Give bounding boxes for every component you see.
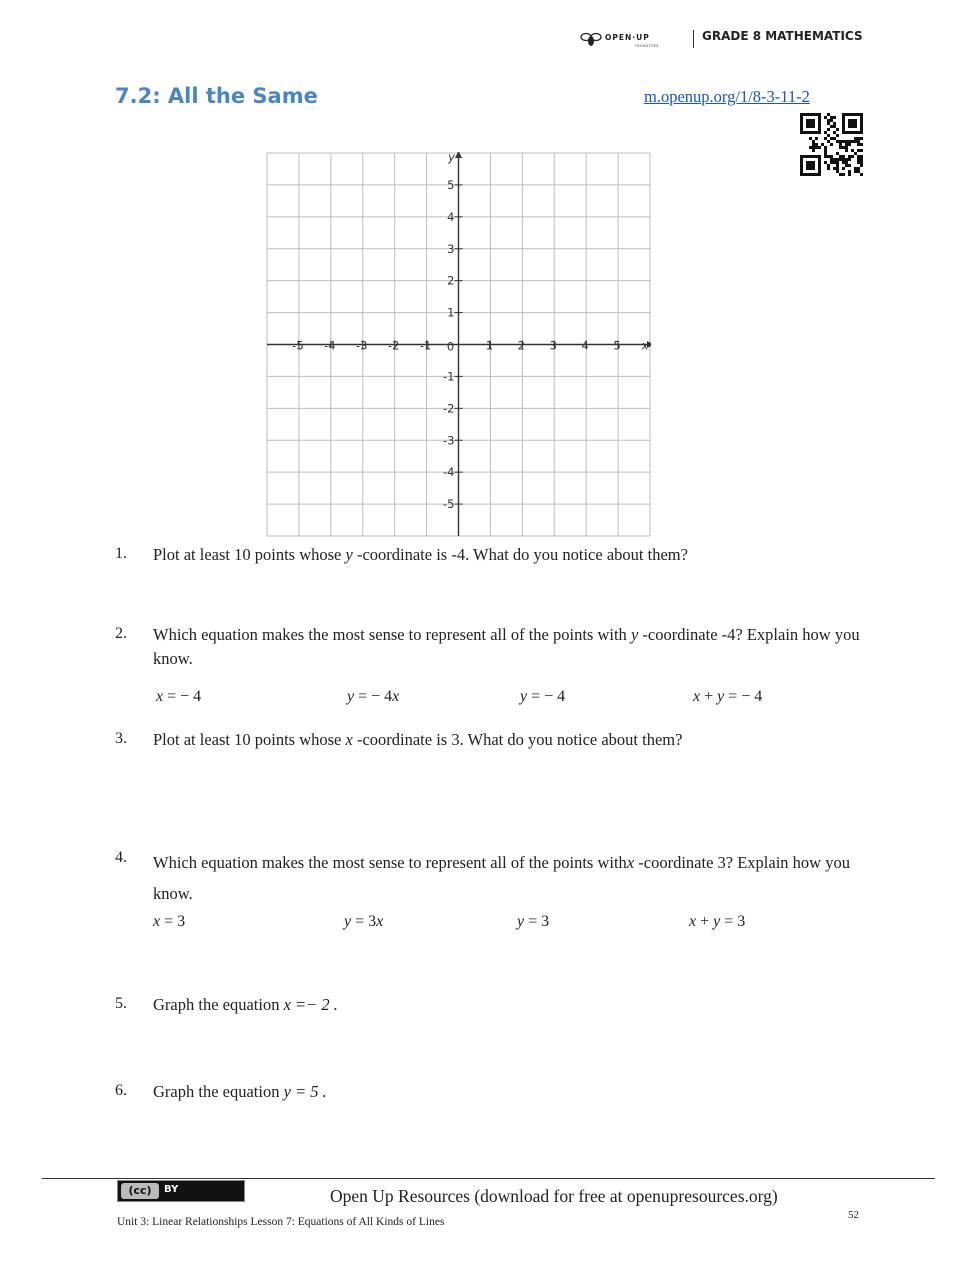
by-label: BY xyxy=(164,1184,179,1195)
activity-link[interactable]: m.openup.org/1/8-3-11-2 xyxy=(644,87,810,106)
grade-label: GRADE 8 MATHEMATICS xyxy=(702,29,863,43)
qr-code xyxy=(800,113,863,176)
question-4: Which equation makes the most sense to represent all of the points withx -coordinate 3? Explain how you know. xyxy=(153,853,850,903)
y-tick-label: 1 xyxy=(447,305,455,320)
x-tick-label: -4 xyxy=(324,338,336,353)
question-number: 6. xyxy=(115,1082,127,1099)
x-tick-label: 3 xyxy=(549,338,557,353)
choice-q4-d: x + y = 3 xyxy=(689,913,746,930)
x-tick-label: 1 xyxy=(485,338,494,353)
question-2: Which equation makes the most sense to represent all of the points with y -coordinate -4? Explain how you know. xyxy=(153,625,860,668)
bee-icon xyxy=(580,30,602,48)
question-3: Plot at least 10 points whose x -coordinate is 3. What do you notice about them? xyxy=(153,730,683,749)
y-tick-label: 5 xyxy=(447,177,455,192)
cc-by-license-badge xyxy=(117,1180,245,1202)
question-number: 5. xyxy=(115,995,127,1012)
y-tick-label: 2 xyxy=(447,273,455,288)
x-tick-label: -5 xyxy=(292,338,304,353)
x-tick-label: -3 xyxy=(356,338,368,353)
choice-q2-b: y = − 4x xyxy=(347,688,400,705)
footer-rule xyxy=(42,1178,935,1179)
footer-unit-lesson: Unit 3: Linear Relationships Lesson 7: Equations of All Kinds of Lines xyxy=(117,1216,445,1228)
question-number: 3. xyxy=(115,730,127,747)
x-tick-label: -2 xyxy=(387,338,400,353)
y-tick-label: -2 xyxy=(443,401,455,416)
x-tick-label: 2 xyxy=(517,338,525,353)
question-1: Plot at least 10 points whose y -coordinate is -4. What do you notice about them? xyxy=(153,545,688,564)
page-number: 52 xyxy=(848,1209,859,1221)
choice-q2-d: x + y = − 4 xyxy=(693,688,763,705)
origin-label: 0 xyxy=(446,339,455,354)
choice-q4-c: y = 3 xyxy=(517,913,550,930)
logo-subtext: resources xyxy=(635,43,659,48)
choice-q4-a: x = 3 xyxy=(153,913,186,930)
question-number: 1. xyxy=(115,545,127,562)
question-number: 2. xyxy=(115,625,127,642)
y-tick-label: -1 xyxy=(443,369,455,384)
logo-text: OPEN·UP xyxy=(605,33,650,42)
activity-title: 7.2: All the Same xyxy=(115,84,318,108)
coordinate-grid xyxy=(266,152,651,537)
choice-q4-b: y = 3x xyxy=(344,913,384,930)
question-6: Graph the equation y = 5 . xyxy=(153,1082,327,1101)
footer-attribution: Open Up Resources (download for free at openupresources.org) xyxy=(330,1186,778,1206)
y-tick-label: -4 xyxy=(443,465,455,480)
x-tick-label: 5 xyxy=(613,338,621,353)
question-number: 4. xyxy=(115,849,127,866)
x-tick-label: 4 xyxy=(581,338,589,353)
choice-q2-a: x = − 4 xyxy=(156,688,202,705)
y-tick-label: -5 xyxy=(443,497,455,512)
x-axis-label: x xyxy=(641,338,649,353)
y-axis-label: y xyxy=(448,152,455,164)
cc-icon: (cc) xyxy=(121,1183,159,1199)
x-tick-label: -1 xyxy=(419,338,432,353)
y-tick-label: 3 xyxy=(447,241,455,256)
y-tick-label: 4 xyxy=(447,209,455,224)
choice-q2-c: y = − 4 xyxy=(520,688,566,705)
open-up-logo xyxy=(580,30,680,50)
question-5: Graph the equation x =− 2 . xyxy=(153,995,338,1014)
header-divider xyxy=(693,30,694,48)
y-tick-label: -3 xyxy=(443,433,455,448)
